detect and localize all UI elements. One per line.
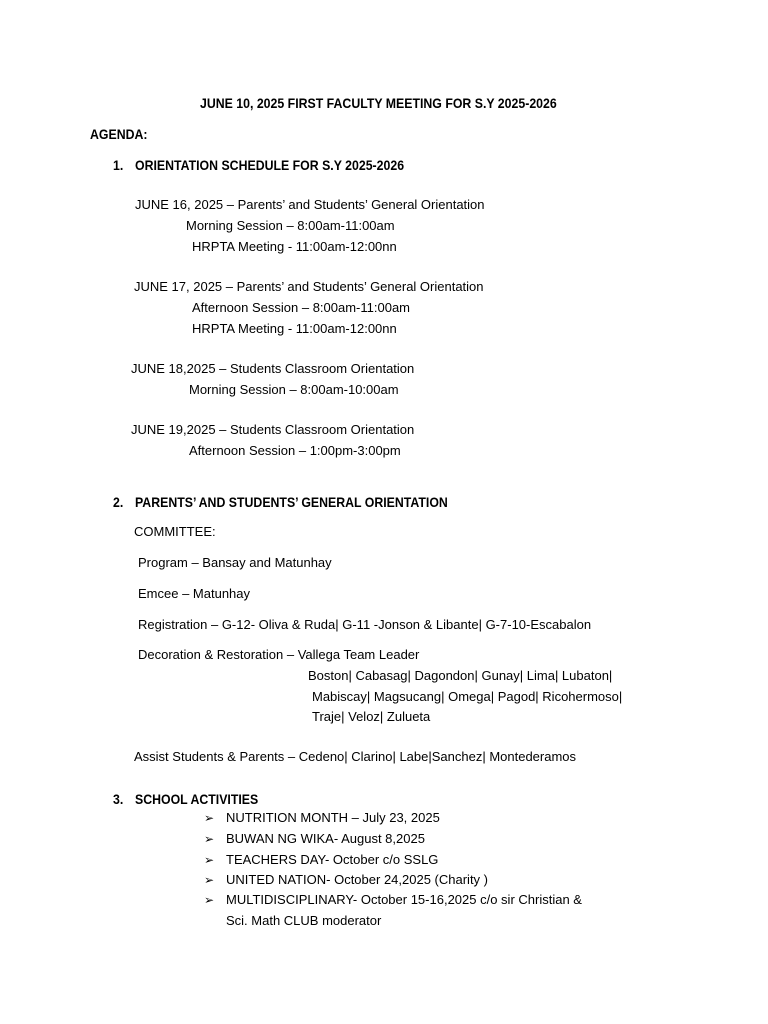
activity-item: NUTRITION MONTH – July 23, 2025 [226,810,440,825]
committee-line: Traje| Veloz| Zulueta [312,709,431,724]
schedule-line: Morning Session – 8:00am-11:00am [186,218,395,233]
schedule-line: Afternoon Session – 1:00pm-3:00pm [189,443,401,458]
committee-line: Boston| Cabasag| Dagondon| Gunay| Lima| Lubaton| [308,668,613,683]
arrow-bullet-icon: ➢ [204,811,215,825]
schedule-line: Afternoon Session – 8:00am-11:00am [192,300,411,315]
schedule-line: JUNE 16, 2025 – Parents’ and Students’ General Orientation [135,197,485,212]
section-3-heading: SCHOOL ACTIVITIES [135,791,259,807]
committee-line: Registration – G-12- Oliva & Ruda| G-11 -Jonson & Libante| G-7-10-Escabalon [138,617,592,632]
section-1-number: 1. [113,157,124,173]
arrow-bullet-icon: ➢ [204,893,215,907]
section-2-heading: PARENTS’ AND STUDENTS’ GENERAL ORIENTATION [135,494,448,510]
schedule-line: Morning Session – 8:00am-10:00am [189,382,399,397]
activity-item-continuation: Sci. Math CLUB moderator [226,913,382,928]
activity-item: TEACHERS DAY- October c/o SSLG [226,852,439,867]
activity-item: MULTIDISCIPLINARY- October 15-16,2025 c/o sir Christian & [226,892,582,907]
activity-item: UNITED NATION- October 24,2025 (Charity ) [226,872,488,887]
schedule-line: JUNE 18,2025 – Students Classroom Orientation [131,361,415,376]
page-title: JUNE 10, 2025 FIRST FACULTY MEETING FOR S.Y 2025-2026 [200,95,557,111]
section-2-number: 2. [113,494,124,510]
committee-label: COMMITTEE: [134,524,216,539]
schedule-line: JUNE 19,2025 – Students Classroom Orientation [131,422,415,437]
section-1-heading: ORIENTATION SCHEDULE FOR S.Y 2025-2026 [135,157,405,173]
committee-line: Decoration & Restoration – Vallega Team Leader [138,647,420,662]
committee-line: Emcee – Matunhay [138,586,251,601]
schedule-line: HRPTA Meeting - 11:00am-12:00nn [192,239,397,254]
section-3-number: 3. [113,791,124,807]
schedule-line: HRPTA Meeting - 11:00am-12:00nn [192,321,397,336]
arrow-bullet-icon: ➢ [204,873,215,887]
agenda-label: AGENDA: [90,126,148,142]
arrow-bullet-icon: ➢ [204,832,215,846]
schedule-line: JUNE 17, 2025 – Parents’ and Students’ General Orientation [134,279,484,294]
arrow-bullet-icon: ➢ [204,853,215,867]
committee-line: Assist Students & Parents – Cedeno| Clarino| Labe|Sanchez| Montederamos [134,749,577,764]
committee-line: Program – Bansay and Matunhay [138,555,332,570]
committee-line: Mabiscay| Magsucang| Omega| Pagod| Ricohermoso| [312,689,623,704]
activity-item: BUWAN NG WIKA- August 8,2025 [226,831,425,846]
